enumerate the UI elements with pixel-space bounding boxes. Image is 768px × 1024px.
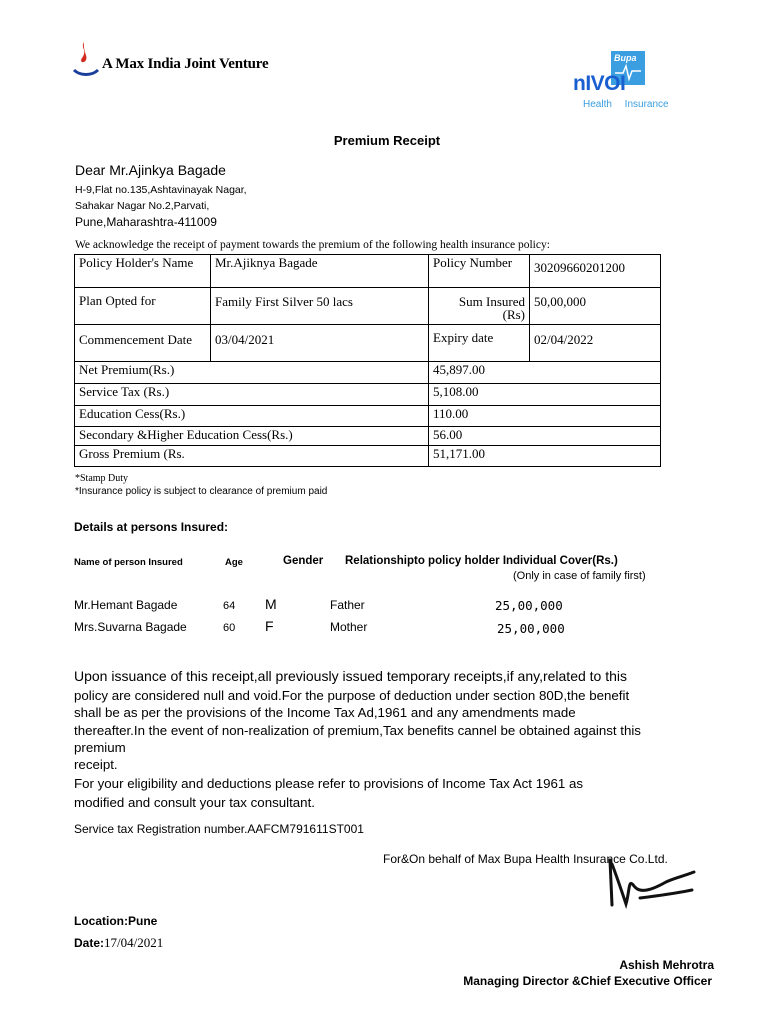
acknowledgement-text: We acknowledge the receipt of payment towards the premium of the following health insurance policy: — [75, 239, 550, 251]
service-tax-registration: Service tax Registration number.AAFCM791611ST001 — [74, 822, 364, 836]
holder-value: Mr.Ajiknya Bagade — [211, 255, 429, 288]
paragraph-line: thereafter.In the event of non-realization of premium,Tax benefits cannel be obtained against this — [74, 723, 641, 738]
expiry-label: Expiry date — [429, 325, 530, 362]
table-row — [75, 427, 661, 446]
on-behalf-text: For&On behalf of Max Bupa Health Insurance Co.Ltd. — [383, 852, 668, 866]
brand-name: nIVOI — [573, 72, 626, 95]
table-row — [75, 255, 661, 288]
insured-age: 60 — [223, 622, 236, 634]
signatory-name: Ashish Mehrotra — [619, 958, 714, 972]
gross-premium-label: Gross Premium (Rs. — [75, 446, 429, 467]
insured-gender: F — [265, 618, 274, 634]
signature-icon — [600, 850, 700, 914]
location-line — [74, 914, 157, 928]
address-line-3: Pune,Maharashtra-411009 — [75, 215, 217, 229]
net-premium-label: Net Premium(Rs.) — [75, 362, 429, 384]
paragraph-line: receipt. — [74, 757, 118, 772]
joint-venture-tagline: A Max India Joint Venture — [102, 56, 269, 72]
col-name-header: Name of person Insured — [74, 557, 183, 568]
page-title: Premium Receipt — [333, 133, 441, 148]
policy-table — [74, 254, 661, 467]
stamp-duty-note: *Stamp Duty — [75, 473, 129, 484]
secondary-cess-value: 56.00 — [429, 427, 661, 446]
plan-value: Family First Silver 50 lacs — [211, 288, 429, 325]
clearance-note: *Insurance policy is subject to clearance of premium paid — [75, 486, 328, 497]
service-tax-value: 5,108.00 — [429, 384, 661, 406]
insured-name: Mr.Hemant Bagade — [74, 598, 178, 612]
commencement-value: 03/04/2021 — [211, 325, 429, 362]
secondary-cess-label: Secondary &Higher Education Cess(Rs.) — [75, 427, 429, 446]
flame-logo-icon — [70, 40, 102, 82]
brand-subtitle: Health Insurance — [583, 99, 669, 110]
paragraph-line: For your eligibility and deductions please refer to provisions of Income Tax Act 1961 as — [74, 776, 584, 791]
col-cover-note: (Only in case of family first) — [513, 570, 646, 582]
education-cess-label: Education Cess(Rs.) — [75, 406, 429, 427]
paragraph-line: premium — [74, 740, 126, 755]
table-row — [75, 384, 661, 406]
table-row — [75, 325, 661, 362]
insured-age: 64 — [223, 600, 236, 612]
gross-premium-value: 51,171.00 — [429, 446, 661, 467]
address-line-2: Sahakar Nagar No.2,Parvati, — [75, 200, 210, 212]
net-premium-value: 45,897.00 — [429, 362, 661, 384]
policy-number-label: Policy Number — [429, 255, 530, 288]
insured-heading: Details at persons Insured: — [74, 520, 229, 534]
service-tax-label: Service Tax (Rs.) — [75, 384, 429, 406]
sum-insured-label-line-1: Sum Insured — [458, 294, 525, 309]
date-line — [74, 935, 163, 951]
col-gender-header: Gender — [283, 555, 324, 567]
paragraph-line: modified and consult your tax consultant. — [74, 795, 315, 810]
commencement-label: Commencement Date — [75, 325, 211, 362]
table-row — [75, 406, 661, 427]
address-line-1: H-9,Flat no.135,Ashtavinayak Nagar, — [75, 184, 247, 196]
col-age-header: Age — [225, 557, 243, 568]
expiry-value: 02/04/2022 — [530, 325, 661, 362]
insured-gender: M — [265, 596, 277, 612]
plan-label: Plan Opted for — [75, 288, 211, 325]
location-label: Location: — [74, 914, 128, 928]
col-relation-cover-header: Relationshipto policy holder Individual Cover(Rs.) — [345, 555, 618, 567]
insured-name: Mrs.Suvarna Bagade — [74, 620, 187, 634]
signatory-title: Managing Director &Chief Executive Officer — [463, 974, 712, 988]
insured-cover: 25,00,000 — [497, 621, 565, 636]
table-row — [75, 446, 661, 467]
table-row — [75, 288, 661, 325]
sum-insured-label — [429, 288, 530, 325]
insured-relation: Mother — [330, 620, 368, 634]
date-value: 17/04/2021 — [104, 935, 164, 950]
paragraph-line: shall be as per the provisions of the Income Tax Ad,1961 and any amendments made — [74, 705, 576, 720]
sum-insured-value: 50,00,000 — [530, 288, 661, 325]
location-value: Pune — [128, 914, 158, 928]
insured-cover: 25,00,000 — [495, 598, 563, 613]
bupa-label: Bupa — [614, 53, 637, 63]
policy-number-value: 30209660201200 — [530, 255, 661, 288]
sum-insured-label-line-2: (Rs) — [502, 307, 525, 322]
education-cess-value: 110.00 — [429, 406, 661, 427]
holder-label: Policy Holder's Name — [75, 255, 211, 288]
paragraph-line: policy are considered null and void.For the purpose of deduction under section 80D,the benefit — [74, 688, 630, 703]
paragraph-line: Upon issuance of this receipt,all previously issued temporary receipts,if any,related to this — [74, 668, 628, 684]
greeting: Dear Mr.Ajinkya Bagade — [75, 162, 226, 178]
insured-relation: Father — [330, 598, 365, 612]
table-row — [75, 362, 661, 384]
date-label: Date: — [74, 936, 105, 950]
